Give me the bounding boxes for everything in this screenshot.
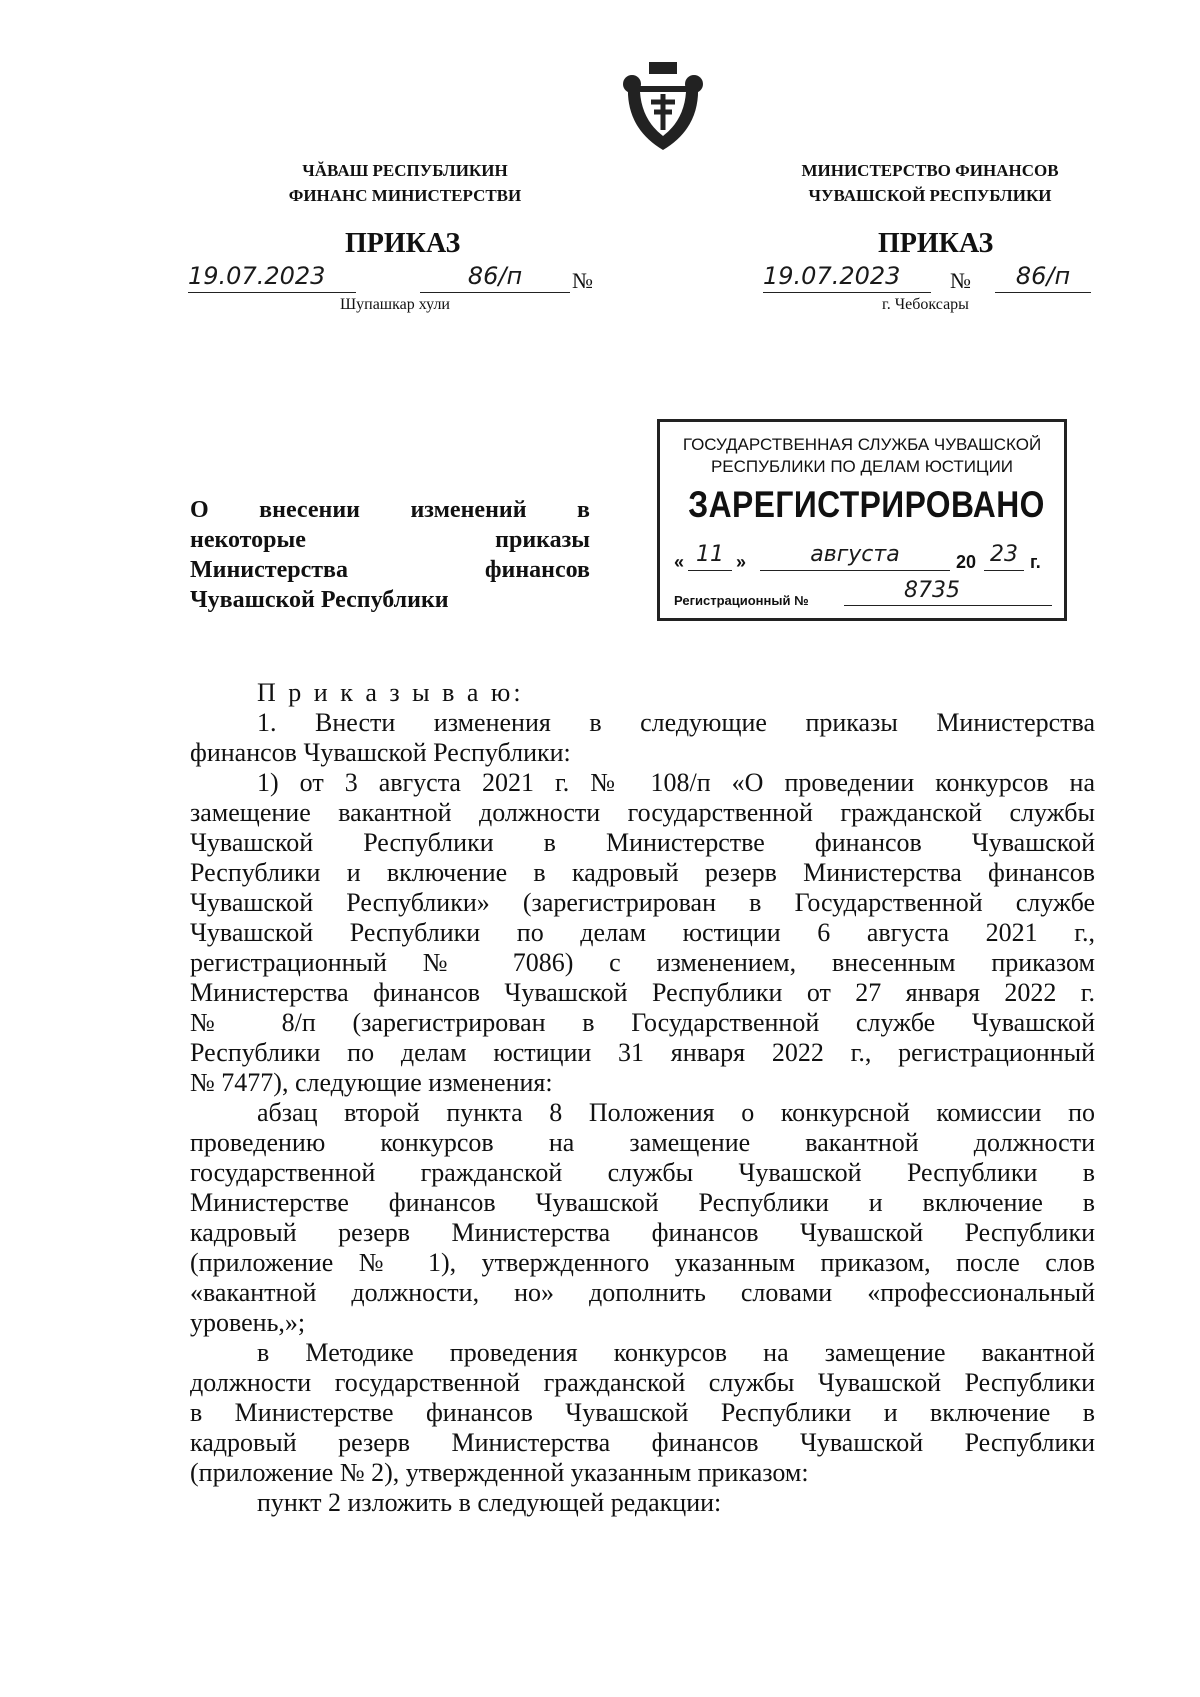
body-line: Чувашской Республики в Министерстве финансов Чувашской: [190, 828, 1095, 857]
stamp-quote-open: «: [674, 552, 685, 572]
body-line: № 7477), следующие изменения:: [190, 1068, 553, 1097]
header-right-org: [760, 158, 1100, 208]
header-left-num-sign: №: [572, 268, 593, 293]
stamp-month: августа: [760, 542, 950, 571]
stamp-year-suffix: 23: [984, 542, 1024, 571]
stamp-year-prefix: 20: [956, 552, 977, 572]
body-line: (приложение № 2), утвержденной указанным приказом:: [190, 1458, 809, 1487]
body-line: Республики по делам юстиции 31 января 2022 г., регистрационный: [190, 1038, 1095, 1067]
body-line: в Методике проведения конкурсов на замещение вакантной: [257, 1338, 1095, 1367]
body-line: пункт 2 изложить в следующей редакции:: [257, 1488, 722, 1517]
subject-line: Министерства финансов: [190, 557, 590, 583]
body-line-preamble: П р и к а з ы в а ю:: [257, 678, 524, 707]
stamp-line1: ГОСУДАРСТВЕННАЯ СЛУЖБА ЧУВАШСКОЙ: [682, 435, 1042, 454]
subject-line: Чувашской Республики: [190, 587, 449, 613]
header-left-number: 86/п: [420, 262, 570, 293]
body-line: «вакантной должности, но» дополнить словами «профессиональный: [190, 1278, 1095, 1307]
stamp-reg-label: Регистрационный №: [674, 593, 809, 608]
body-line: кадровый резерв Министерства финансов Чувашской Республики: [190, 1428, 1095, 1457]
header-right-title: ПРИКАЗ: [878, 228, 994, 259]
body-line: регистрационный № 7086) с изменением, внесенным приказом: [190, 948, 1095, 977]
stamp-quote-close: »: [736, 552, 747, 572]
body-line: в Министерстве финансов Чувашской Республики и включение в: [190, 1398, 1095, 1427]
header-right-date: 19.07.2023: [763, 262, 931, 293]
body-line: (приложение № 1), утвержденного указанным приказом, после слов: [190, 1248, 1095, 1277]
body-line: 1) от 3 августа 2021 г. № 108/п «О проведении конкурсов на: [257, 768, 1095, 797]
body-line: 1. Внести изменения в следующие приказы Министерства: [257, 708, 1095, 737]
body-line: уровень,»;: [190, 1308, 306, 1337]
registration-stamp: [657, 419, 1067, 621]
header-left-org: [255, 158, 555, 208]
body-line: должности государственной гражданской службы Чувашской Республики: [190, 1368, 1095, 1397]
body-line: кадровый резерв Министерства финансов Чувашской Республики: [190, 1218, 1095, 1247]
stamp-status: ЗАРЕГИСТРИРОВАНО: [688, 484, 1045, 525]
order-body: [190, 678, 1095, 1518]
header-left-title: ПРИКАЗ: [345, 228, 461, 259]
body-line: финансов Чувашской Республики:: [190, 738, 571, 767]
stamp-heading: [660, 434, 1064, 478]
stamp-reg-number: 8735: [844, 578, 1052, 606]
body-line: Чувашской Республики по делам юстиции 6 августа 2021 г.,: [190, 918, 1095, 947]
body-line: Республики и включение в кадровый резерв Министерства финансов: [190, 858, 1095, 887]
body-line: № 8/п (зарегистрирован в Государственной службе Чувашской: [190, 1008, 1095, 1037]
header-right-place: г. Чебоксары: [882, 296, 969, 313]
body-line: Министерстве финансов Чувашской Республики и включение в: [190, 1188, 1095, 1217]
header-right-num-sign: №: [950, 268, 971, 293]
header-left-line2: ФИНАНС МИНИСТЕРСТВИ: [288, 186, 522, 205]
coat-of-arms-icon: [618, 58, 708, 154]
body-line: государственной гражданской службы Чувашской Республики в: [190, 1158, 1095, 1187]
order-subject: [190, 495, 590, 615]
header-right-line1: МИНИСТЕРСТВО ФИНАНСОВ: [801, 161, 1059, 180]
body-line: абзац второй пункта 8 Положения о конкурсной комиссии по: [257, 1098, 1095, 1127]
stamp-day: 11: [688, 542, 732, 571]
header-right-line2: ЧУВАШСКОЙ РЕСПУБЛИКИ: [808, 186, 1052, 205]
stamp-line2: РЕСПУБЛИКИ ПО ДЕЛАМ ЮСТИЦИИ: [710, 457, 1014, 476]
header-right-number: 86/п: [995, 262, 1091, 293]
body-line: Чувашской Республики» (зарегистрирован в Государственной службе: [190, 888, 1095, 917]
subject-line: некоторые приказы: [190, 527, 590, 553]
header-left-date: 19.07.2023: [188, 262, 356, 293]
header-left-place: Шупашкар хули: [340, 296, 450, 313]
body-line: замещение вакантной должности государственной гражданской службы: [190, 798, 1095, 827]
stamp-year-mark: г.: [1030, 552, 1041, 572]
subject-line: О внесении изменений в: [190, 497, 590, 523]
body-line: проведению конкурсов на замещение вакантной должности: [190, 1128, 1095, 1157]
header-left-line1: ЧĂВАШ РЕСПУБЛИКИН: [302, 161, 508, 180]
body-line: Министерства финансов Чувашской Республики от 27 января 2022 г.: [190, 978, 1095, 1007]
stamp-reg-row: [674, 578, 1054, 614]
stamp-date-row: [674, 542, 1054, 578]
